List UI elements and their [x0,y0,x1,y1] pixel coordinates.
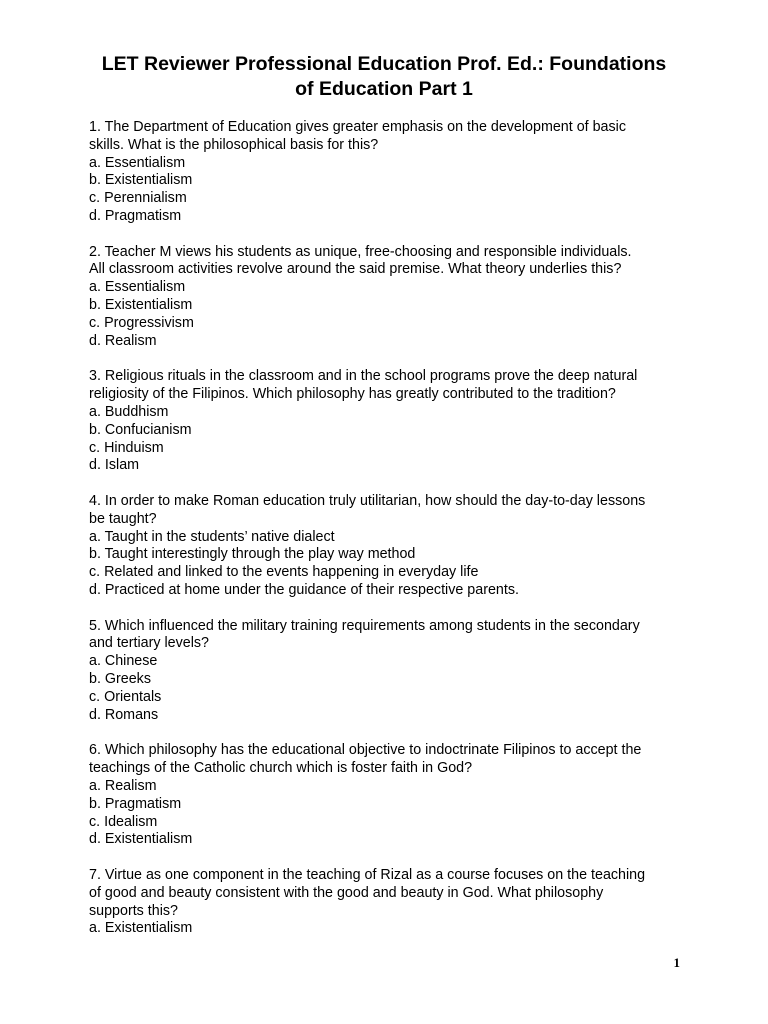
answer-option: d. Islam [89,457,140,474]
question-stem-line: 4. In order to make Roman education truly utilitarian, how should the day-to-day lessons [89,493,646,510]
page-number: 1 [673,955,680,970]
answer-option: a. Chinese [89,653,158,670]
answer-option: d. Practiced at home under the guidance of their respective parents. [89,582,519,598]
answer-option: a. Essentialism [89,279,186,296]
title-line-1: LET Reviewer Professional Education Prof. Ed.: Foundations [101,53,667,75]
question-item [89,742,689,849]
answer-option: a. Existentialism [89,920,193,937]
question-stem-line: 3. Religious rituals in the classroom and in the school programs prove the deep natural [89,368,638,385]
question-item [89,867,689,938]
answer-option: c. Orientals [89,688,162,705]
question-item [89,119,689,226]
answer-option: c. Idealism [89,813,158,830]
question-stem-line: 7. Virtue as one component in the teaching of Rizal as a course focuses on the teaching [89,867,646,884]
answer-option: a. Buddhism [89,403,169,420]
document-title [60,52,708,102]
answer-option: b. Pragmatism [89,795,182,812]
answer-option: c. Perennialism [89,190,187,207]
answer-option: b. Existentialism [89,297,193,314]
question-list [89,119,689,956]
answer-option: a. Taught in the students’ native dialect [89,528,335,545]
answer-option: c. Related and linked to the events happening in everyday life [89,564,479,581]
answer-option: d. Romans [89,706,159,723]
question-stem-line: religiosity of the Filipinos. Which philosophy has greatly contributed to the tradition? [89,386,616,403]
question-stem-line: All classroom activities revolve around the said premise. What theory underlies this? [89,261,622,278]
question-stem-line: supports this? [89,902,179,919]
question-stem-line: 2. Teacher M views his students as unique, free-choosing and responsible individuals. [89,243,632,260]
answer-option: b. Existentialism [89,172,193,189]
question-item [89,493,689,600]
question-stem-line: teachings of the Catholic church which is foster faith in God? [89,760,473,777]
question-item [89,244,689,351]
answer-option: a. Realism [89,777,157,794]
answer-option: d. Pragmatism [89,207,182,224]
answer-option: a. Essentialism [89,154,186,171]
answer-option: c. Hinduism [89,439,164,456]
question-item [89,368,689,475]
question-stem-line: be taught? [89,510,157,527]
answer-option: d. Realism [89,332,157,349]
question-item [89,618,689,725]
answer-option: b. Greeks [89,671,151,688]
question-stem-line: 1. The Department of Education gives greater emphasis on the development of basic [89,119,626,135]
answer-option: c. Progressivism [89,314,194,331]
title-line-2: of Education Part 1 [295,78,473,100]
answer-option: b. Taught interestingly through the play way method [89,546,416,563]
question-stem-line: 5. Which influenced the military training requirements among students in the secondary [89,617,640,634]
question-stem-line: skills. What is the philosophical basis for this? [89,136,379,153]
answer-option: b. Confucianism [89,421,192,438]
question-stem-line: 6. Which philosophy has the educational objective to indoctrinate Filipinos to accept the [89,742,642,759]
question-stem-line: of good and beauty consistent with the good and beauty in God. What philosophy [89,884,604,901]
answer-option: d. Existentialism [89,831,193,848]
question-stem-line: and tertiary levels? [89,635,209,652]
